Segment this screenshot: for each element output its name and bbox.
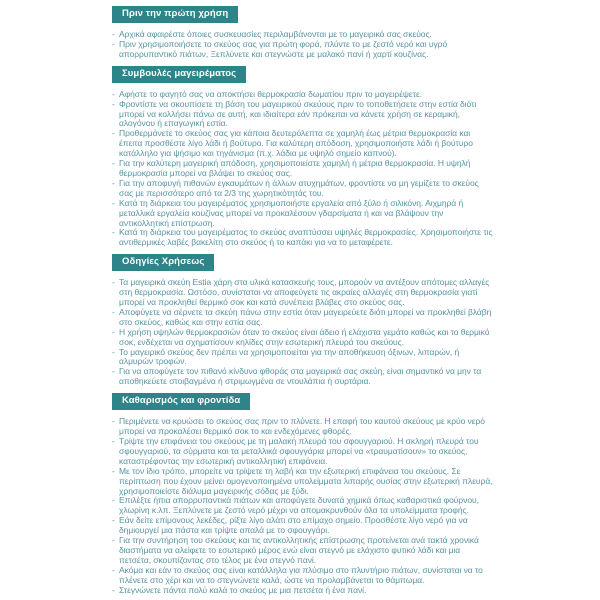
list-item: - Για την καλύτερη μαγειρική απόδοση, χρησιμοποιείστε χαμηλή ή μέτρια θερμοκρασία. Η υψηλή θερμοκρασία μπορεί να βλάψει το σκεύος σας. [112, 159, 494, 179]
section-title-badge: Καθαρισμός και φροντίδα [112, 393, 250, 410]
section-title-badge: Οδηγίες Χρήσεως [112, 254, 214, 271]
section-title-badge: Πριν την πρώτη χρήση [112, 6, 238, 23]
list-item: - Περιμένετε να κρυώσει το σκεύος σας πριν το πλύνετε. Η επαφή του καυτού σκεύους με κρύο νερό μπορεί να προκαλέσει θερμικό σοκ το και ενδεχόμενες φθορές. [112, 417, 494, 437]
list-item: - Το μαγειρικό σκεύος δεν πρέπει να χρησιμοποιείται για την αποθήκευση όξινων, λιπαρών, ή αλμυρών τροφών. [112, 348, 494, 368]
list-item: - Κατά τη διάρκεια του μαγειρέματος χρησιμοποιήστε εργαλεία από ξύλο ή σιλικόνη. Αιχμηρά ή μεταλλικά εργαλεία κουζίνας μπορεί να προκαλέσουν γδαρσίματα ή και να βλάψουν την αντικολλητική επίστρωση. [112, 199, 494, 229]
list-item: - Με τον ίδιο τρόπο, μπορείτε να τρίψετε τη λαβή και την εξωτερική επιφάνεια του σκεύους. Σε περίπτωση που έχουν μείνει ομογενοποιημένα υπολείμματα λιπαρής ουσίας στην εξωτερική πλευρά, χρησιμοποιείστε διάλυμα μαγειρικής σόδας με ξύδι. [112, 467, 494, 497]
list-item: - Για να αποφύγετε τον πιθανό κίνδυνο φθοράς στα μαγειρικά σας σκεύη, είναι σημαντικό να μην τα αποθηκεύετε στοιβαγμένα ή στριμωγμένα σε ντουλάπια ή συρτάρια. [112, 367, 494, 387]
list-item: - Εάν δείτε επίμονους λεκέδες, ρίξτε λίγο αλάτι στο επίμαχο σημείο. Προσθέστε λίγο νερό για να δημιουργεί μια πάστα και τρίψτε απαλά με το σφουγγάρι. [112, 516, 494, 536]
list-item: - Για την αποφυγή πιθανών εγκαυμάτων ή άλλων ατυχημάτων, φροντίστε να μη γεμίζετε το σκεύος σας με περισσότερο από τα 2/3 της χωρητικότητάς του. [112, 179, 494, 199]
list-item: - Αρχικά αφαιρέστε όποιες συσκευασίες περιλαμβάνονται με το μαγειρικό σας σκεύος. [112, 30, 494, 40]
list-item: - Φροντίστε να σκουπίσετε τη βάση του μαγειρικού σκεύους πριν το τοποθετήσετε στην εστία διότι μπορεί να κολλήσει πάνω σε αυτή, και ιδιαίτερα εάν πρόκειται να κάνετε χρήση σε κεραμική, αλογόνου ή επαγωγική εστία. [112, 100, 494, 130]
list-item: - Αποφύγετε να σέρνετε τα σκεύη πάνω στην εστία όταν μαγειρεύετε διότι μπορεί να προκληθεί βλάβη στο σκεύος, καθώς και στην εστία σας. [112, 308, 494, 328]
list-item: - Για την συντήρηση του σκεύους και τις αντικολλητικής επίστρωσης προτείνεται ανά τακτά χρονικά διαστήματα να αλείφετε το εσωτερικό μέρος ενώ είναι στεγνό με ελάχιστο φυτικό λάδι και μια πετσέτα, σκουπίζοντας στο τέλος με ένα στεγνό πανί. [112, 536, 494, 566]
list-item: - Τα μαγειρικά σκεύη Estia χάρη στα υλικά κατασκευής τους, μπορούν να αντέξουν απότομες αλλαγές στη θερμοκρασία. Ωστόσο, συνίσταται να αποφεύγετε τις ακραίες αλλαγές στη θερμοκρασία γιατί μπορεί να προκληθεί θερμικό σοκ και κατά συνέπεια βλάβες στο σκεύος σας. [112, 278, 494, 308]
instruction-section [112, 251, 494, 387]
list-item: - Πριν χρησιμοποιήσετε το σκεύος σας για πρώτη φορά, πλύντε το με ζεστό νερό και υγρό απορρυπαντικό πιάτων, Ξεπλύνετε και στεγνώστε με μαλακό πανί ή χαρτί κουζίνας. [112, 40, 494, 60]
list-item: - Προθερμάνετε το σκεύος σας για κάποια δευτερόλεπτα σε χαμηλή έως μέτρια θερμοκρασία και έπειτα προσθέστε λίγο λάδι ή βούτυρο. Για καλύτερη απόδοση, χρησιμοποιήστε λάδι ή βούτυρο κατάλληλο για ψήσιμο και τηγάνισμα (π.χ. λάδια με υψηλό σημείο καπνού). [112, 129, 494, 159]
section-list [112, 278, 494, 387]
instruction-section [112, 63, 494, 249]
instruction-section [112, 3, 494, 60]
section-list [112, 30, 494, 60]
instruction-section [112, 390, 494, 595]
list-item: - Αφήστε το φαγητό σας να αποκτήσει θερμοκρασία δωματίου πριν το μαγειρέψετε. [112, 90, 494, 100]
list-item: - Ακόμα και εάν το σκεύος σας είναι κατάλληλα για πλύσιμο στο πλυντήριο πιάτων, συνίσταται να το πλένετε στο χέρι και να το στεγνώνετε καλά, ώστε να προλαμβάνεται το θάμπωμα. [112, 566, 494, 586]
list-item: - Κατά τη διάρκεια του μαγειρέματος το σκεύος αναπτύσσει υψηλές θερμοκρασίες. Χρησιμοποιήστε τις αντιθερμικές λαβές βακελίτη στο σκεύος ή το καπάκι για να το μεταφέρετε. [112, 228, 494, 248]
list-item: - Επιλέξτε ήπια απορρυπαντικά πιάτων και αποφύγετε δυνατά χημικά όπως καθαριστικά φούρνου, χλωρίνη κ.λπ. Ξεπλύνετε με ζεστό νερό μέχρι να απομακρυνθούν όλα τα υπολείμματα τροφής. [112, 496, 494, 516]
section-list [112, 417, 494, 595]
list-item: - Η χρήση υψηλών θερμοκρασιών όταν το σκεύος είναι άδειο ή ελάχιστα γεμάτο καθώς και το θερμικό σοκ, ενδέχεται να σχηματίσουν κηλίδες στην εσωτερική πλευρά του σκεύους. [112, 328, 494, 348]
list-item: - Στεγνώνετε πάντα πολύ καλά το σκεύος με μια πετσέτα ή ένα πανί. [112, 586, 494, 596]
section-title-badge: Συμβουλές μαγειρέματος [112, 66, 246, 83]
section-list [112, 90, 494, 249]
list-item: - Τρίψτε την επιφάνεια του σκεύους με τη μαλακή πλευρά του σφουγγαριού. Η σκληρή πλευρά του σφουγγαριού, τα σύρματα και τα μεταλλικά σφουγγάρια μπορεί να «τραυματίσουν» το σκεύος, καταστρέφοντας την εσωτερική αντικολλητική επιφάνεια. [112, 437, 494, 467]
